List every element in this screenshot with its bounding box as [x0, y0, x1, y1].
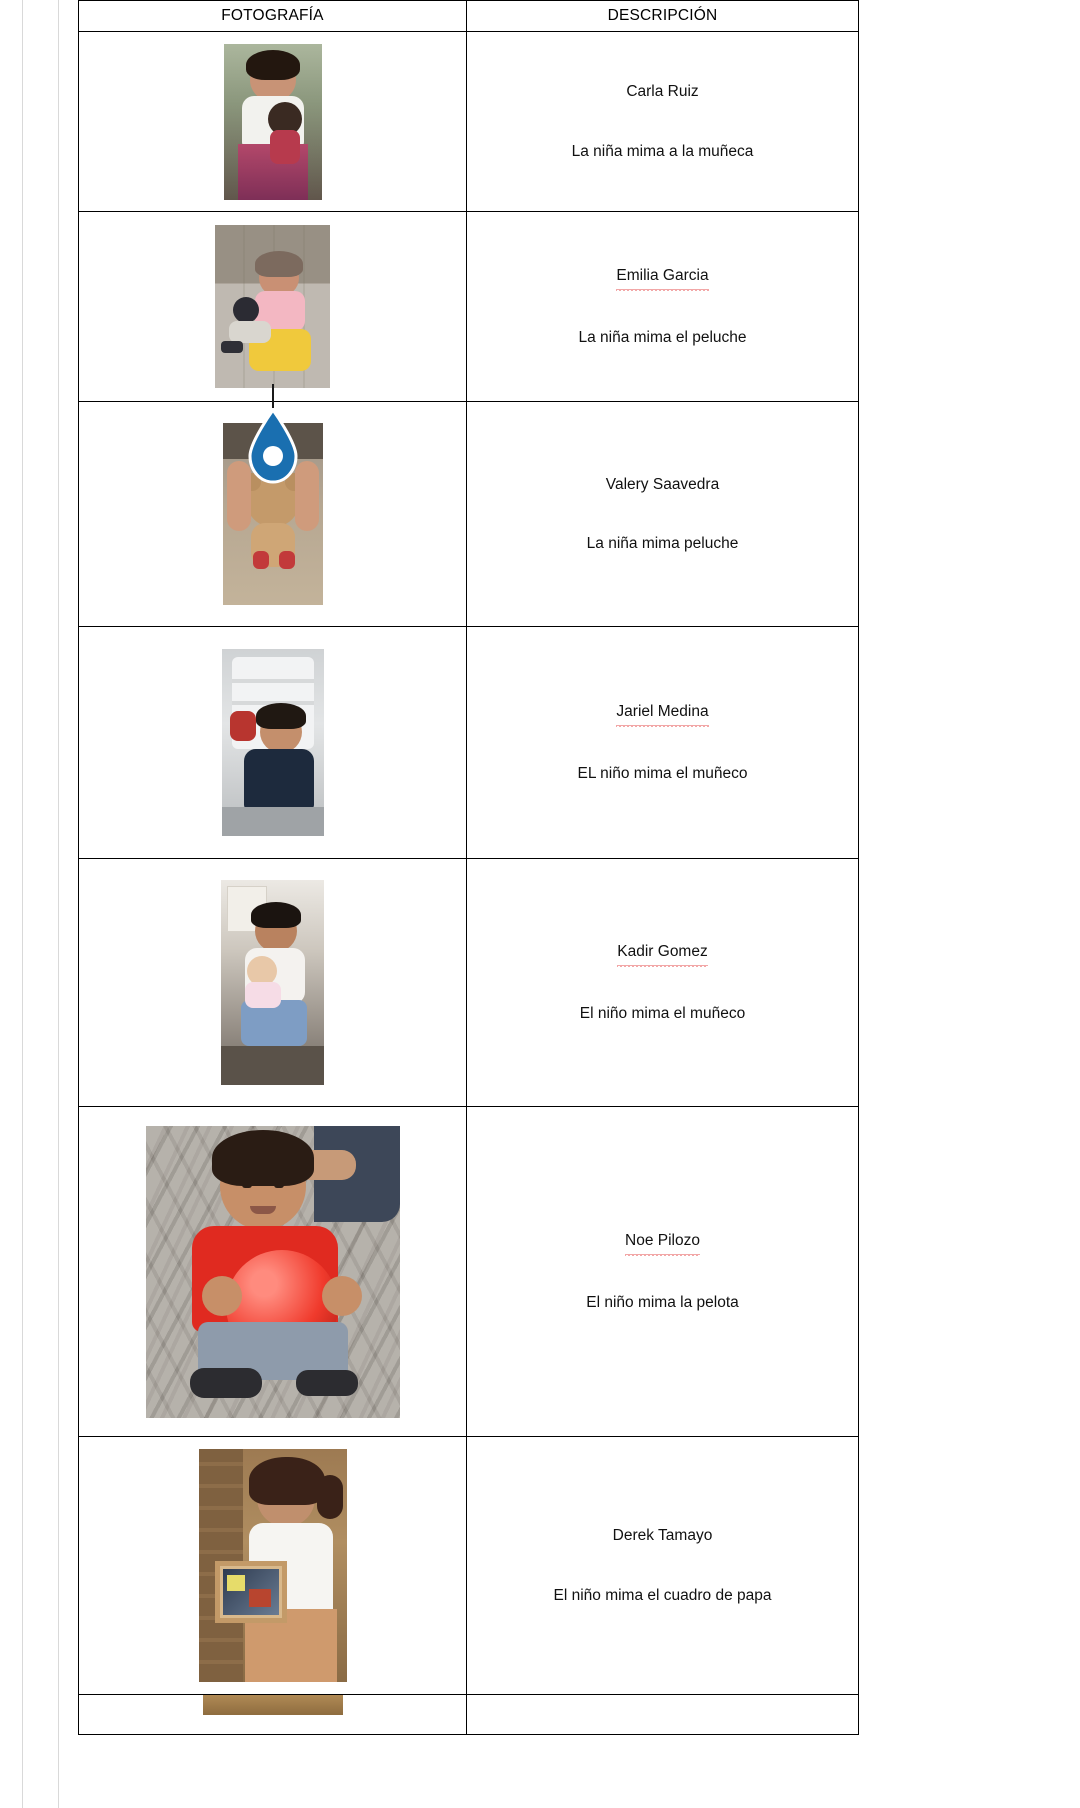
description-cell: [467, 1695, 859, 1735]
child-sentence: La niña mima a la muñeca: [571, 142, 754, 160]
child-sentence: El niño mima el cuadro de papa: [553, 1586, 772, 1604]
page-left-gutter: [0, 0, 78, 1808]
table-row: [79, 212, 859, 402]
table-row: [79, 32, 859, 212]
photo-partial: [203, 1695, 343, 1715]
child-name: [467, 700, 858, 725]
gutter-rule-outer: [22, 0, 23, 1808]
table-row: [79, 1107, 859, 1437]
child-name: Carla Ruiz: [626, 83, 699, 101]
table-row-partial: [79, 1695, 859, 1735]
child-name: Valery Saavedra: [605, 475, 720, 493]
table-row: [79, 1437, 859, 1695]
misspelled-name: Noe Pilozo: [625, 1229, 700, 1254]
misspelled-name: Emilia Garcia: [616, 264, 708, 289]
photo-girl-doll-floor: [215, 225, 330, 388]
description-cell: [467, 32, 859, 212]
description-cell: [467, 627, 859, 859]
description-cell: [467, 212, 859, 402]
column-header-photo: FOTOGRAFÍA: [79, 1, 467, 32]
photo-cell: [79, 32, 467, 212]
photo-boy-chair: [222, 649, 324, 836]
table-row: [79, 859, 859, 1107]
description-cell: [467, 1437, 859, 1695]
table-row: [79, 627, 859, 859]
photo-cell: [79, 1437, 467, 1695]
child-sentence: EL niño mima el muñeco: [577, 764, 748, 782]
photo-girl-doll-outdoor: [224, 44, 322, 200]
photo-girl-teddy: [223, 423, 323, 605]
child-name: Derek Tamayo: [612, 1527, 713, 1545]
child-name: [467, 264, 858, 289]
description-cell: [467, 402, 859, 627]
misspelled-name: Jariel Medina: [616, 700, 708, 725]
child-sentence: El niño mima el muñeco: [579, 1004, 746, 1022]
child-sentence: La niña mima peluche: [586, 535, 739, 552]
photo-cell: [79, 1695, 467, 1735]
column-header-description: DESCRIPCIÓN: [467, 1, 859, 32]
description-cell: [467, 1107, 859, 1437]
photo-boy-ball: [146, 1126, 400, 1418]
table-header-row: [79, 1, 859, 32]
photo-boy-doll-standing: [221, 880, 324, 1085]
photo-cell: [79, 859, 467, 1107]
photo-cell: [79, 1107, 467, 1437]
description-cell: [467, 859, 859, 1107]
photo-cell: [79, 212, 467, 402]
child-name: [467, 940, 858, 965]
photo-cell: [79, 402, 467, 627]
photo-child-frame: [199, 1449, 347, 1682]
misspelled-name: Kadir Gomez: [617, 940, 707, 965]
photo-cell: [79, 627, 467, 859]
child-name: [467, 1229, 858, 1254]
photo-description-table: [78, 0, 859, 1735]
table-row: [79, 402, 859, 627]
child-sentence: La niña mima el peluche: [578, 328, 747, 346]
child-sentence: El niño mima la pelota: [586, 1293, 739, 1311]
gutter-rule-inner: [58, 0, 59, 1808]
